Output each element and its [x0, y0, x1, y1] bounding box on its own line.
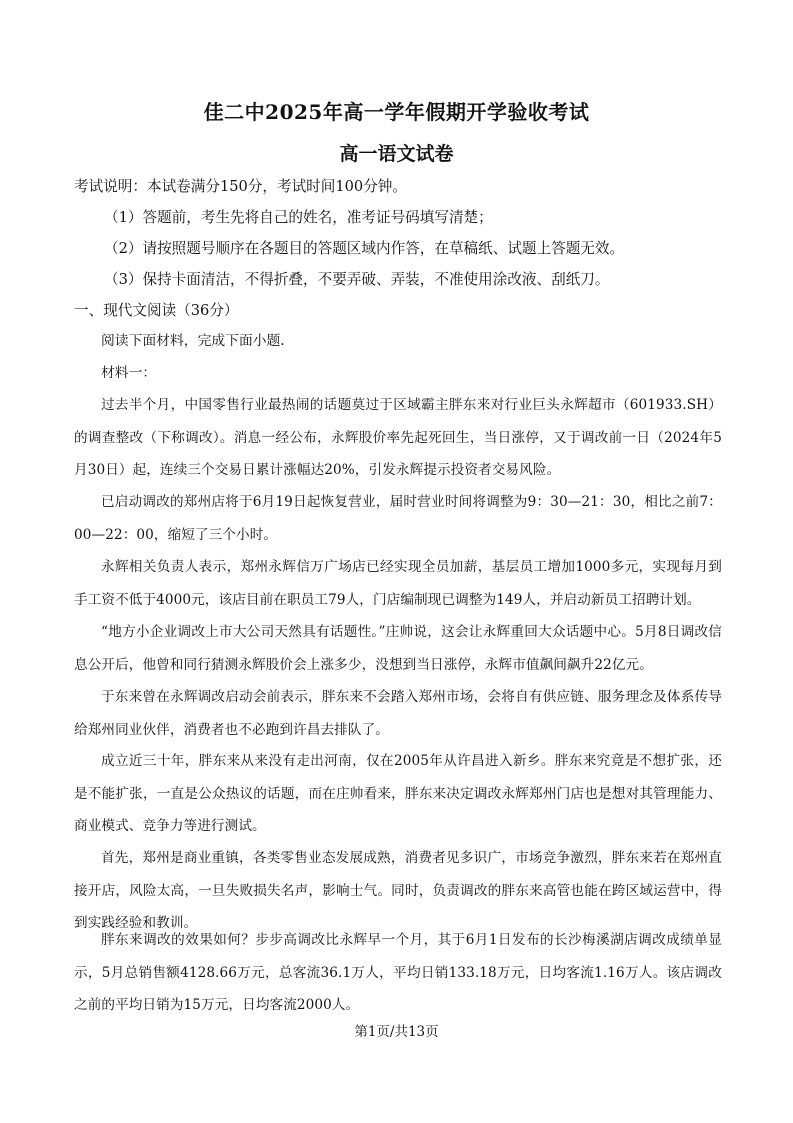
- paragraph: “地方小企业调改上市大公司天然具有话题性。”庄帅说，这会让永辉重回大众话题中心。5月8日调改信息公开后，他曾和同行猜测永辉股价会上涨多少，没想到当日涨停，永辉市值飙间飙升22亿元。: [74, 624, 722, 673]
- instruction-item: （1）答题前，考生先将自己的姓名，准考证号码填写清楚；: [104, 209, 493, 226]
- section-heading: 一、现代文阅读（36分）: [74, 302, 239, 319]
- page-number: 第1页/共13页: [354, 1024, 439, 1040]
- exam-subtitle: 高一语文试卷: [339, 143, 454, 165]
- paragraph: 已启动调改的郑州店将于6月19日起恢复营业，届时营业时间将调整为9：30—21：30，相比之前7：00—22：00，缩短了三个小时。: [74, 494, 722, 543]
- material-label: 材料一：: [101, 365, 157, 381]
- paragraph: 过去半个月，中国零售行业最热闹的话题莫过于区域霸主胖东来对行业巨头永辉超市（601933.SH）的调查整改（下称调改）。消息一经公布，永辉股价率先起死回生，当日涨停，又于调改前一日（2024年5月30日）起，连续三个交易日累计涨幅达20%，引发永辉提示投资者交易风险。: [74, 397, 722, 478]
- instructions-intro: 考试说明：本试卷满分150分，考试时间100分钟。: [74, 178, 407, 195]
- paragraph: 胖东来调改的效果如何？步步高调改比永辉早一个月，其于6月1日发布的长沙梅溪湖店调改成绩单显示，5月总销售额4128.66万元，总客流36.1万人，平均日销133.18万元，日均客流1.16万人。该店调改之前的平均日销为15万元，日均客流2000人。: [74, 932, 722, 1013]
- section-prompt: 阅读下面材料，完成下面小题．: [101, 333, 295, 349]
- paragraph: 于东来曾在永辉调改启动会前表示，胖东来不会踏入郑州市场，会将自有供应链、服务理念及体系传导给郑州同业伙伴，消费者也不必跑到许昌去排队了。: [74, 689, 722, 738]
- exam-title: 佳二中2025年高一学年假期开学验收考试: [203, 100, 590, 124]
- paragraph: 永辉相关负责人表示，郑州永辉信万广场店已经实现全员加薪，基层员工增加1000多元，实现每月到手工资不低于4000元，该店目前在职员工79人，门店编制现已调整为149人，并启动新员工招聘计划。: [74, 559, 722, 608]
- paragraph: 首先，郑州是商业重镇，各类零售业态发展成熟，消费者见多识广，市场竞争激烈，胖东来若在郑州直接开店，风险太高，一旦失败损失名声，影响士气。同时，负责调改的胖东来高管也能在跨区域运营中，得到实践经验和教训。: [74, 850, 722, 931]
- paragraph: 成立近三十年，胖东来从来没有走出河南，仅在2005年从许昌进入新乡。胖东来究竟是不想扩张，还是不能扩张，一直是公众热议的话题，而在庄帅看来，胖东来决定调改永辉郑州门店也是想对其管理能力、商业模式、竞争力等进行测试。: [74, 753, 722, 834]
- instruction-item: （2）请按照题号顺序在各题目的答题区域内作答，在草稿纸、试题上答题无效。: [104, 240, 625, 257]
- instruction-item: （3）保持卡面清洁，不得折叠，不要弄破、弄装，不准使用涂改液、刮纸刀。: [104, 271, 610, 288]
